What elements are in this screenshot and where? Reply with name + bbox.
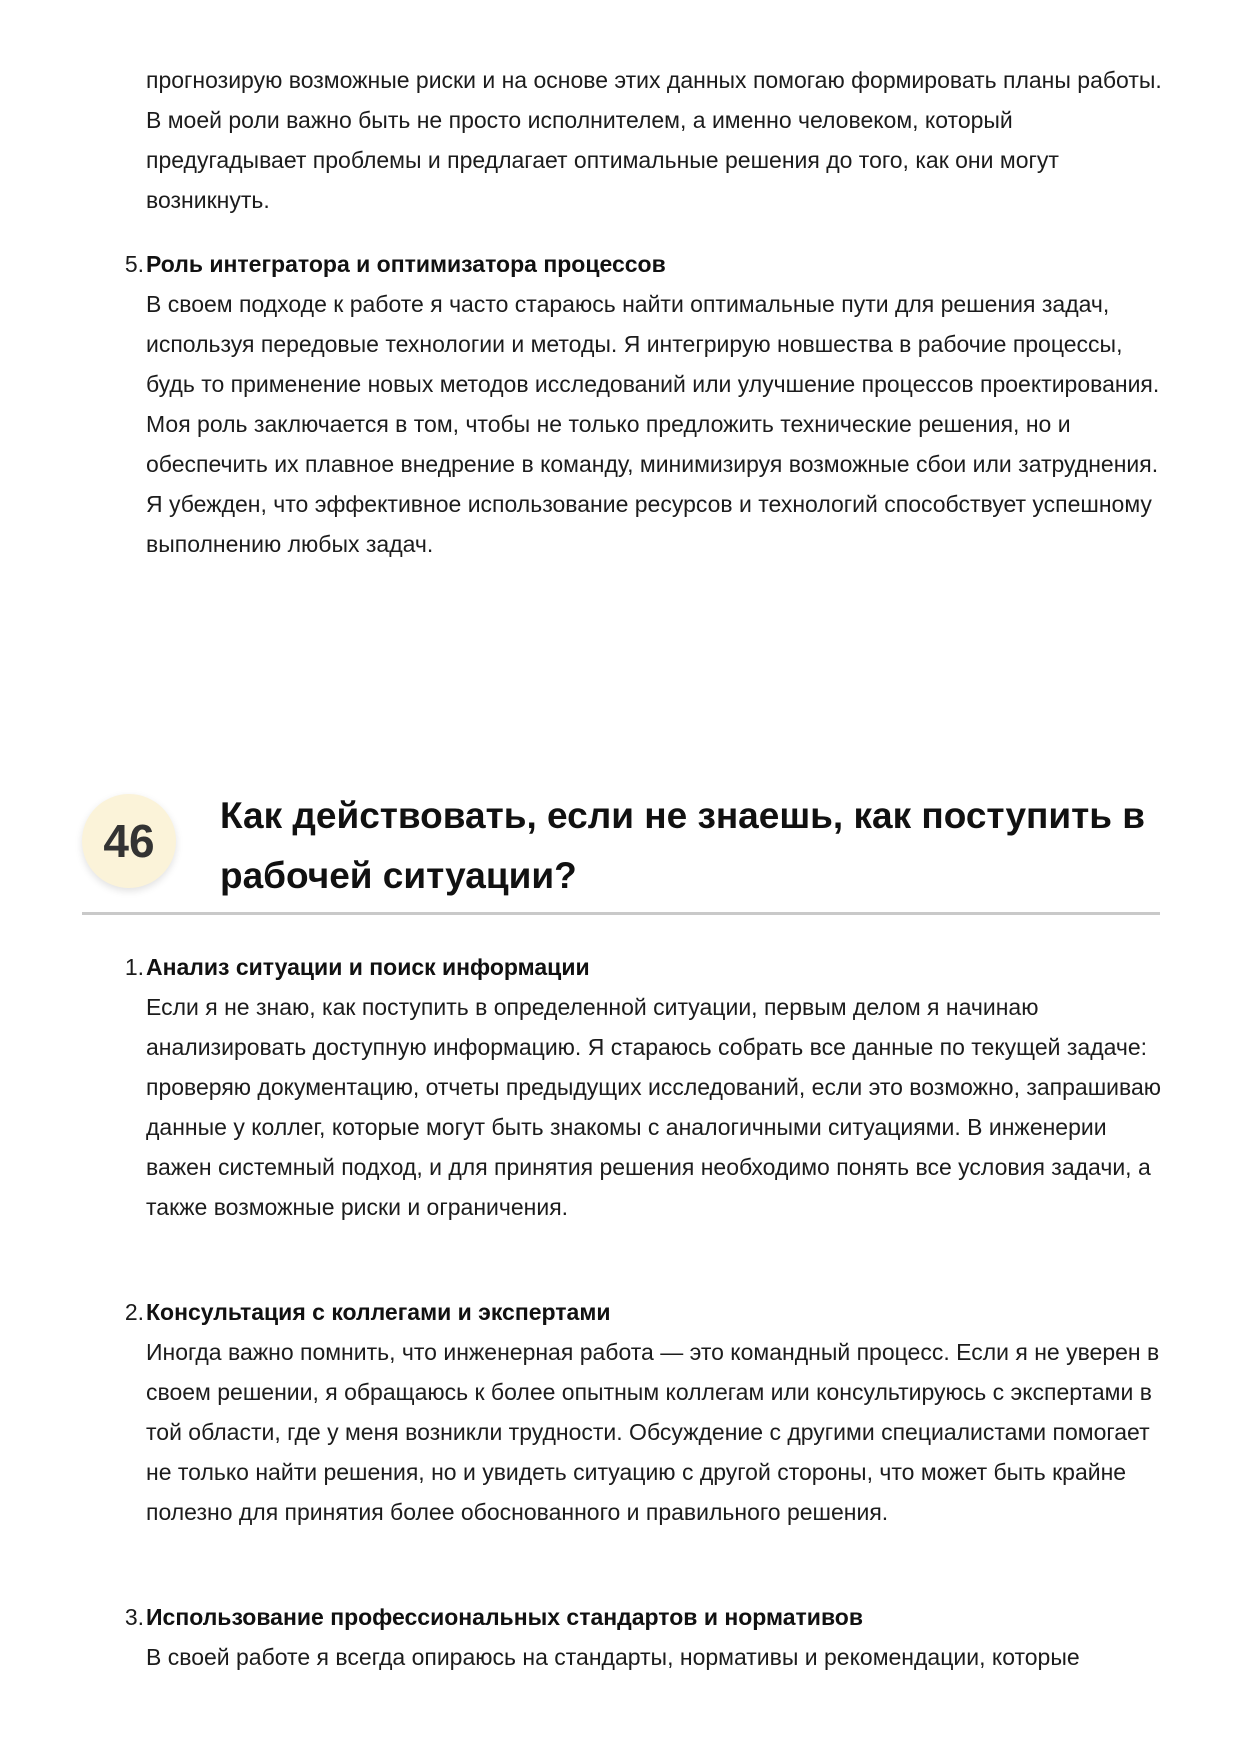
list-item-title: Использование профессиональных стандартов и нормативов xyxy=(146,1604,863,1630)
list-item-5 xyxy=(124,244,1166,564)
list-item-number: 1. xyxy=(124,954,144,980)
list-item-body: Иногда важно помнить, что инженерная работа — это командный процесс. Если я не уверен в своем решении, я обращаюсь к более опытным коллегам или консультируюсь с экспертами в той области, где у меня возникли трудности. Обсуждение с другими специалистами помогает не только найти решения, но и увидеть ситуацию с другой стороны, что может быть крайне полезно для принятия более обоснованного и правильного решения. xyxy=(146,1339,1160,1525)
list-item-number: 5. xyxy=(124,251,144,277)
section-title: Как действовать, если не знаешь, как поступить в рабочей ситуации? xyxy=(220,795,1146,896)
list-item-body: Если я не знаю, как поступить в определенной ситуации, первым делом я начинаю анализировать доступную информацию. Я стараюсь собрать все данные по текущей задаче: проверяю документацию, отчеты предыдущих исследований, если это возможно, запрашиваю данные у коллег, которые могут быть знакомы с аналогичными ситуациями. В инженерии важен системный подход, и для принятия решения необходимо понять все условия задачи, а также возможные риски и ограничения. xyxy=(146,994,1162,1220)
list-item-1 xyxy=(124,947,1166,1227)
section-header xyxy=(82,780,1160,915)
list-item-title: Анализ ситуации и поиск информации xyxy=(146,954,590,980)
list-item-number: 3. xyxy=(124,1604,144,1630)
list-item-body: В своей работе я всегда опираюсь на стандарты, нормативы и рекомендации, которые xyxy=(146,1644,1080,1670)
list-item-3 xyxy=(124,1597,1166,1677)
list-item-body: В своем подходе к работе я часто стараюсь найти оптимальные пути для решения задач, используя передовые технологии и методы. Я интегрирую новшества в рабочие процессы, будь то применение новых методов исследований или улучшение процессов проектирования. Моя роль заключается в том, чтобы не только предложить технические решения, но и обеспечить их плавное внедрение в команду, минимизируя возможные сбои или затруднения. Я убежден, что эффективное использование ресурсов и технологий способствует успешному выполнению любых задач. xyxy=(146,291,1160,557)
list-item-title: Консультация с коллегами и экспертами xyxy=(146,1299,611,1325)
list-item-number: 2. xyxy=(124,1299,144,1325)
continuation-paragraph: прогнозирую возможные риски и на основе этих данных помогаю формировать планы работы. В моей роли важно быть не просто исполнителем, а именно человеком, который предугадывает проблемы и предлагает оптимальные решения до того, как они могут возникнуть. xyxy=(146,67,1162,213)
section-number-badge: 46 xyxy=(82,794,176,888)
list-item-2 xyxy=(124,1292,1166,1532)
list-item-title: Роль интегратора и оптимизатора процессов xyxy=(146,251,666,277)
